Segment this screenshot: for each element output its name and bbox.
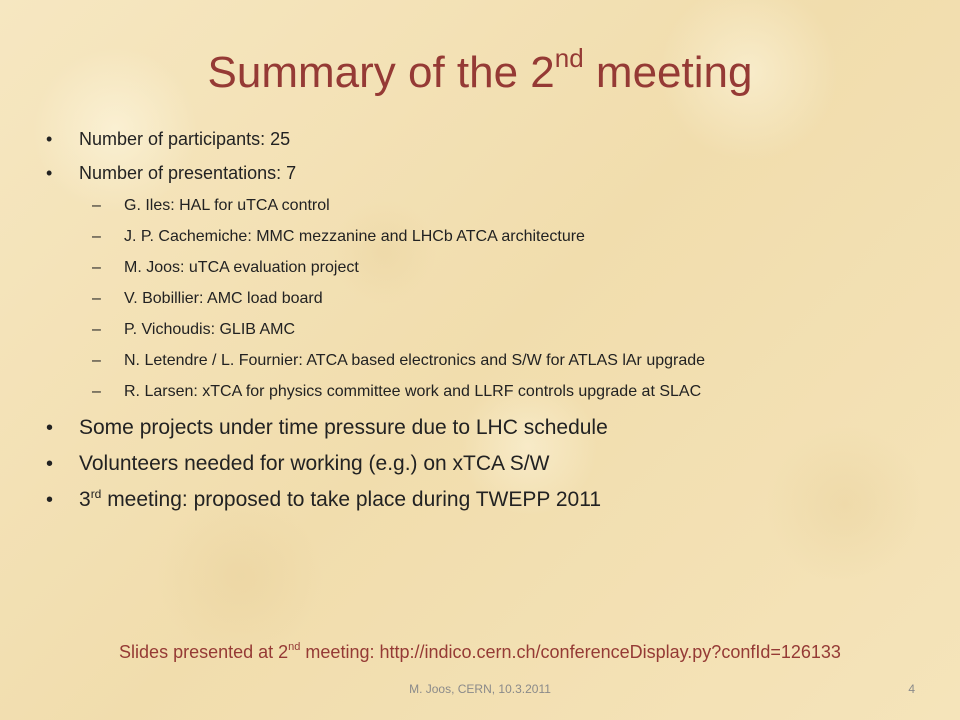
sub-bullet-item bbox=[46, 382, 926, 402]
page-number: 4 bbox=[908, 682, 915, 696]
sub-bullet-text: M. Joos: uTCA evaluation project bbox=[124, 259, 359, 276]
slide-title-suffix: meeting bbox=[583, 48, 753, 97]
bullet-item bbox=[46, 451, 926, 477]
sub-bullet-text: J. P. Cachemiche: MMC mezzanine and LHCb ATCA architecture bbox=[124, 228, 585, 245]
sub-bullet-text: V. Bobillier: AMC load board bbox=[124, 290, 323, 307]
third-meeting-sup: rd bbox=[90, 487, 102, 501]
bullet-text: Number of participants: 25 bbox=[79, 129, 291, 149]
slide-title bbox=[0, 38, 960, 108]
bullet-item bbox=[46, 128, 926, 150]
sub-bullet-item bbox=[46, 320, 926, 340]
sub-bullet-text: R. Larsen: xTCA for physics committee work and LLRF controls upgrade at SLAC bbox=[124, 383, 702, 400]
slide-title-sup: nd bbox=[554, 43, 584, 73]
sub-bullet-item bbox=[46, 227, 926, 247]
bullet-dot-icon: • bbox=[46, 489, 54, 511]
bullet-item bbox=[46, 487, 926, 513]
slides-link[interactable] bbox=[0, 641, 960, 663]
bullet-dot-icon: • bbox=[46, 129, 53, 149]
bullet-text: Some projects under time pressure due to LHC schedule bbox=[79, 416, 608, 439]
dash-icon: – bbox=[92, 290, 101, 307]
bullet-list bbox=[46, 128, 926, 523]
bullet-dot-icon: • bbox=[46, 417, 54, 439]
sub-bullet-item bbox=[46, 258, 926, 278]
dash-icon: – bbox=[92, 228, 101, 245]
dash-icon: – bbox=[92, 259, 101, 276]
bullet-item bbox=[46, 415, 926, 441]
dash-icon: – bbox=[92, 383, 101, 400]
bullet-item bbox=[46, 162, 926, 184]
dash-icon: – bbox=[92, 321, 101, 338]
sub-bullet-text: G. Iles: HAL for uTCA control bbox=[124, 197, 330, 214]
slides-link-sup: nd bbox=[288, 641, 301, 653]
bullet-dot-icon: • bbox=[46, 163, 53, 183]
dash-icon: – bbox=[92, 352, 101, 369]
third-meeting-suffix: meeting: proposed to take place during TWEPP 2011 bbox=[101, 488, 602, 511]
sub-bullet-text: N. Letendre / L. Fournier: ATCA based electronics and S/W for ATLAS lAr upgrade bbox=[124, 352, 706, 369]
slide-title-prefix: Summary of the 2 bbox=[207, 48, 555, 97]
bullet-text bbox=[79, 488, 601, 511]
bullet-text: Number of presentations: 7 bbox=[79, 163, 297, 183]
sub-bullet-item bbox=[46, 196, 926, 216]
footer-author: M. Joos, CERN, 10.3.2011 bbox=[409, 682, 551, 696]
bullet-dot-icon: • bbox=[46, 453, 54, 475]
dash-icon: – bbox=[92, 197, 101, 214]
sub-bullet-item bbox=[46, 289, 926, 309]
sub-bullet-item bbox=[46, 351, 926, 371]
sub-bullet-text: P. Vichoudis: GLIB AMC bbox=[124, 321, 296, 338]
third-meeting-prefix: 3 bbox=[79, 488, 91, 511]
slides-link-prefix: Slides presented at 2 bbox=[119, 642, 289, 662]
bullet-text: Volunteers needed for working (e.g.) on xTCA S/W bbox=[79, 452, 550, 475]
slides-link-suffix: meeting: http://indico.cern.ch/conferenceDisplay.py?confId=126133 bbox=[300, 642, 841, 662]
